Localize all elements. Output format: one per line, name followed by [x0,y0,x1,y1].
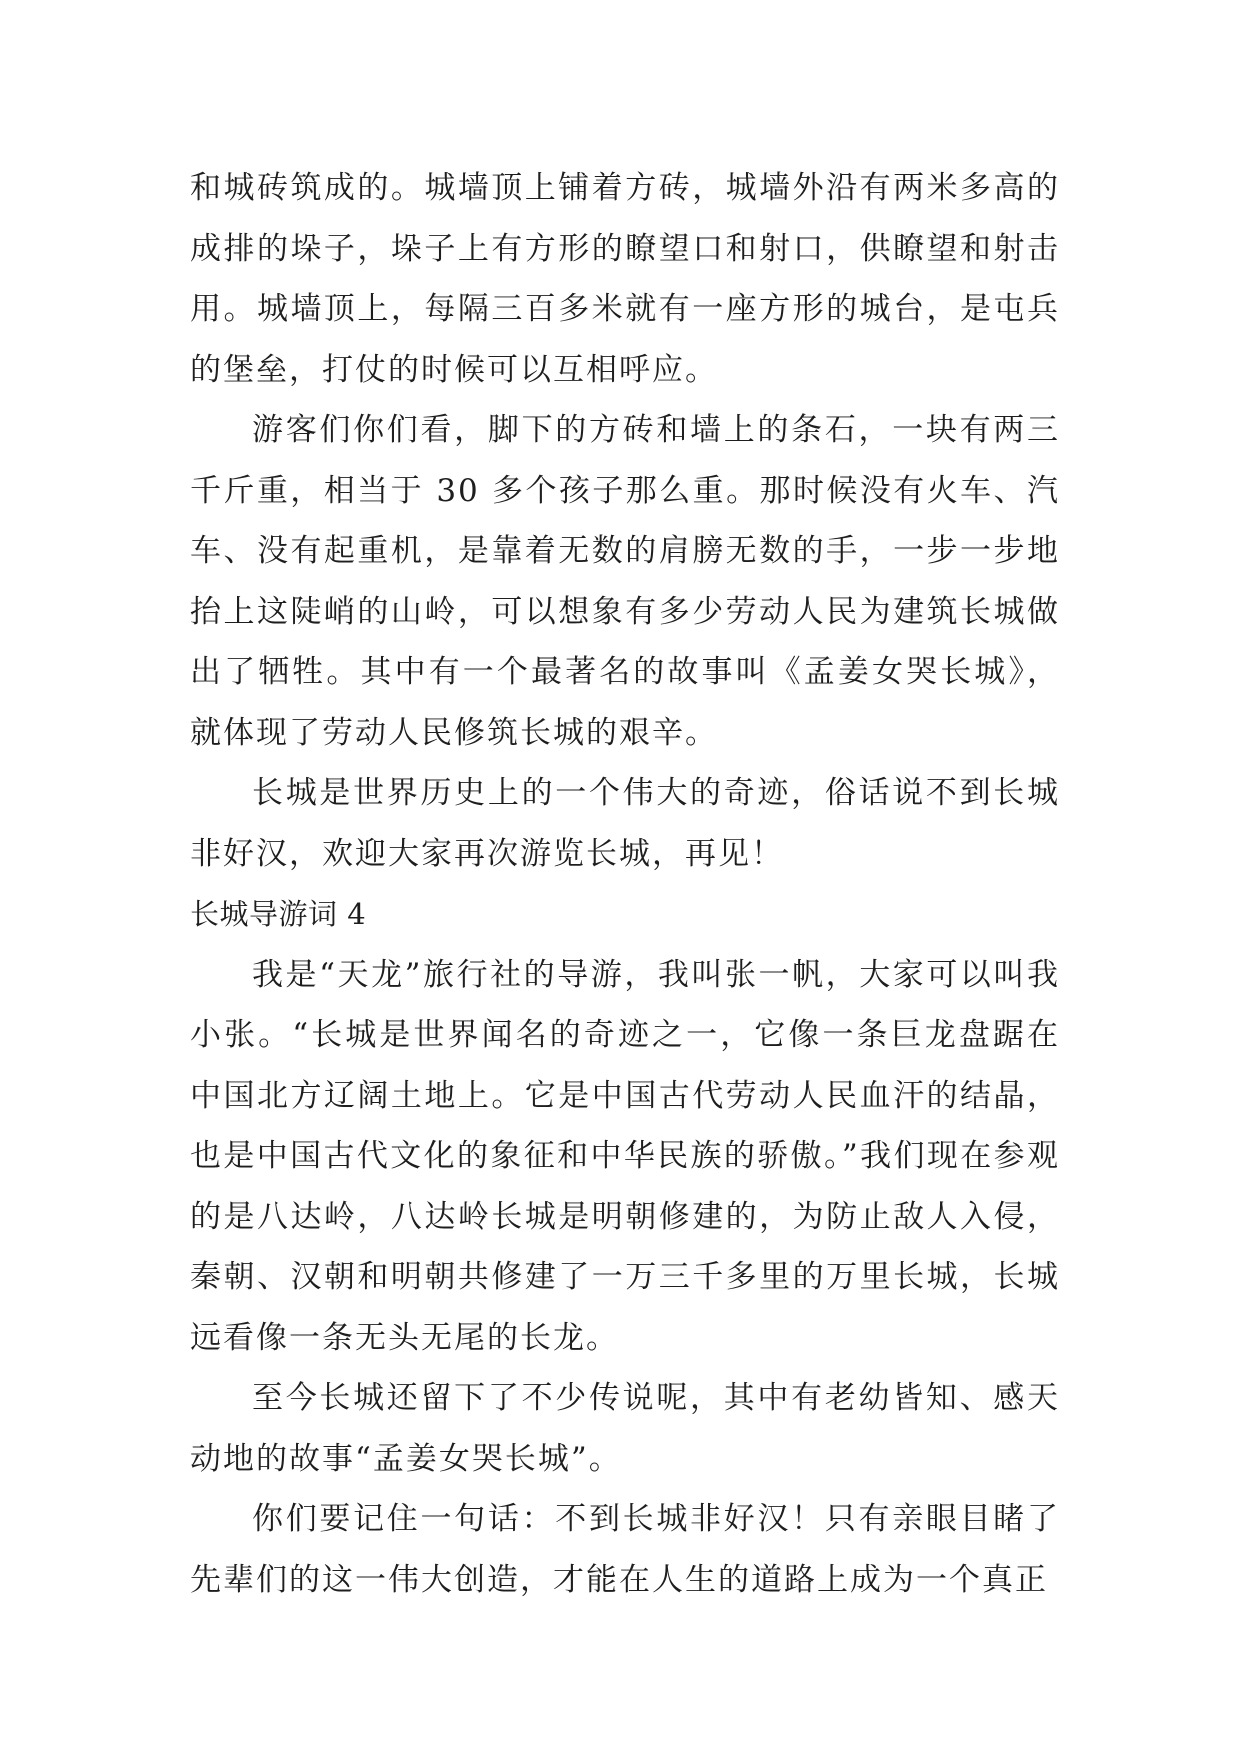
paragraph-farewell: 长城是世界历史上的一个伟大的奇迹，俗话说不到长城非好汉，欢迎大家再次游览长城，再见！ [190,775,1060,872]
paragraph-bricks: 游客们你们看，脚下的方砖和墙上的条石，一块有两三千斤重，相当于 30 多个孩子那么重。那时候没有火车、汽车、没有起重机，是靠着无数的肩膀无数的手，一步一步地抬上这陡峭的山岭，可以想象有多少劳动人民为建筑长城做出了牺牲。其中有一个最著名的故事叫《孟姜女哭长城》，就体现了劳动人民修筑长城的艰辛。 [190,412,1060,751]
document-body [190,158,1060,1610]
paragraph-remember: 你们要记住一句话：不到长城非好汉！只有亲眼目睹了先辈们的这一伟大创造，才能在人生的道路上成为一个真正 [190,1501,1060,1598]
paragraph-continuation: 和城砖筑成的。城墙顶上铺着方砖，城墙外沿有两米多高的成排的垛子，垛子上有方形的瞭望口和射口，供瞭望和射击用。城墙顶上，每隔三百多米就有一座方形的城台，是屯兵的堡垒，打仗的时候可以互相呼应。 [190,170,1060,388]
section-heading: 长城导游词 4 [190,897,367,931]
paragraph-legend: 至今长城还留下了不少传说呢，其中有老幼皆知、感天动地的故事“孟姜女哭长城”。 [190,1380,1060,1477]
paragraph-intro: 我是“天龙”旅行社的导游，我叫张一帆，大家可以叫我小张。“长城是世界闻名的奇迹之一，它像一条巨龙盘踞在中国北方辽阔土地上。它是中国古代劳动人民血汗的结晶，也是中国古代文化的象征和中华民族的骄傲。”我们现在参观的是八达岭，八达岭长城是明朝修建的，为防止敌人入侵，秦朝、汉朝和明朝共修建了一万三千多里的万里长城，长城远看像一条无头无尾的长龙。 [190,956,1060,1356]
